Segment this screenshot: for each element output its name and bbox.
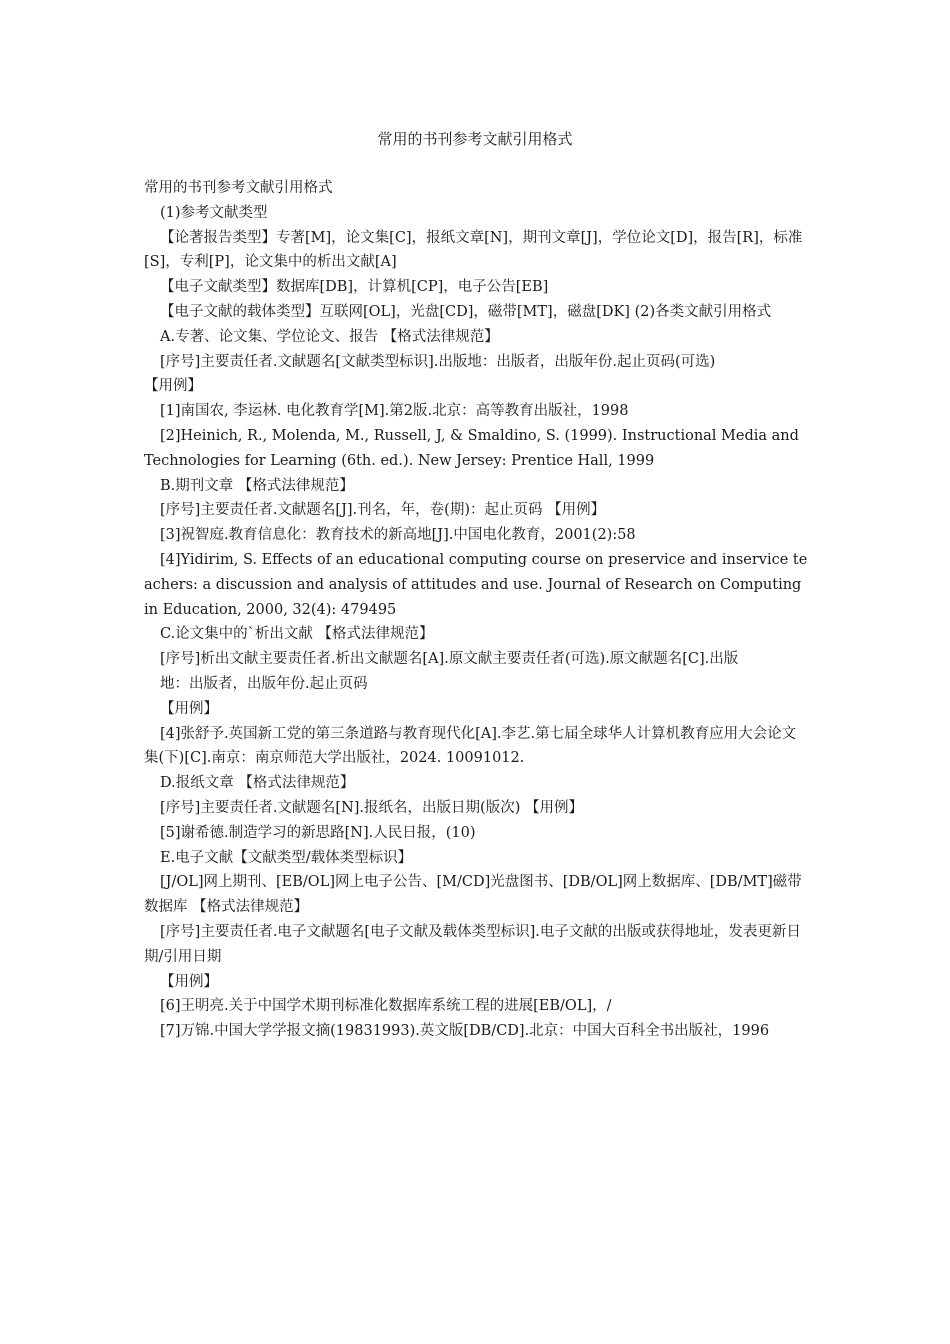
body-paragraph: 地：出版者，出版年份.起止页码 (160, 675, 368, 692)
body-paragraph: (1)参考文献类型 (160, 204, 268, 221)
body-paragraph: D.报纸文章 【格式法律规范】 (160, 775, 355, 792)
body-paragraph: 【用例】 (144, 378, 202, 395)
body-paragraph: [3]祝智庭.教育信息化：教育技术的新高地[J].中国电化教育，2001(2):58 (160, 527, 636, 544)
body-paragraph: [J/OL]网上期刊、[EB/OL]网上电子公告、[M/CD]光盘图书、[DB/OL]网上数据库、[DB/MT]磁带数据库 【格式法律规范】 (144, 874, 802, 916)
body-paragraph: B.期刊文章 【格式法律规范】 (160, 477, 354, 494)
body-paragraph: 【论著报告类型】专著[M]，论文集[C]，报纸文章[N]，期刊文章[J]，学位论文[D]，报告[R]，标准[S]，专利[P]，论文集中的析出文献[A] (144, 229, 803, 271)
body-paragraph: A.专著、论文集、学位论文、报告 【格式法律规范】 (160, 328, 499, 345)
body-paragraph: [4]张舒予.英国新工党的第三条道路与教育现代化[A].李艺.第七届全球华人计算机教育应用大会论文集(下)[C].南京：南京师范大学出版社，2024. 10091012. (144, 725, 797, 767)
body-paragraph: E.电子文献【文献类型/载体类型标识】 (160, 849, 413, 866)
body-paragraph: [序号]主要责任者.电子文献题名[电子文献及载体类型标识].电子文献的出版或获得地址，发表更新日期/引用日期 (144, 923, 801, 965)
body-paragraph: 【用例】 (160, 973, 218, 990)
body-paragraph: [2]Heinich, R., Molenda, M., Russell, J, & Smaldino, S. (1999). Instructional Media and Technologies for Learning (6th. ed.). New Jersey: Prentice Hall, 1999 (144, 427, 799, 469)
body-paragraph: 常用的书刊参考文献引用格式 (144, 180, 333, 196)
body-paragraph: [5]谢希德.制造学习的新思路[N].人民日报，(10) (160, 824, 476, 841)
body-paragraph: C.论文集中的`析出文献 【格式法律规范】 (160, 626, 434, 643)
body-paragraph: [6]王明亮.关于中国学术期刊标准化数据库系统工程的进展[EB/OL]，/ (160, 998, 612, 1015)
body-paragraph: [序号]析出文献主要责任者.析出文献题名[A].原文献主要责任者(可选).原文献题名[C].出版 (160, 651, 739, 668)
document-body (144, 176, 808, 1044)
body-paragraph: 【电子文献类型】数据库[DB]，计算机[CP]，电子公告[EB] (160, 279, 549, 296)
body-paragraph: [7]万锦.中国大学学报文摘(19831993).英文版[DB/CD].北京：中国大百科全书出版社，1996 (160, 1023, 770, 1040)
body-paragraph: [序号]主要责任者.文献题名[N].报纸名，出版日期(版次) 【用例】 (160, 799, 583, 816)
body-paragraph: [序号]主要责任者.文献题名[J].刊名，年，卷(期)：起止页码 【用例】 (160, 502, 606, 519)
body-paragraph: 【电子文献的载体类型】互联网[OL]，光盘[CD]，磁带[MT]，磁盘[DK] (2)各类文献引用格式 (160, 303, 772, 320)
body-paragraph: [4]Yidirim, S. Effects of an educational computing course on preservice and inservice teachers: a discussion and analysis of attitudes and use. Journal of Research on Computing in Education, 2000, 32(4): 479495 (144, 551, 808, 618)
body-paragraph: [序号]主要责任者.文献题名[文献类型标识].出版地：出版者，出版年份.起止页码(可选) (160, 353, 716, 370)
document-title: 常用的书刊参考文献引用格式 (377, 130, 573, 148)
body-paragraph: 【用例】 (160, 700, 218, 717)
body-paragraph: [1]南国农, 李运林. 电化教育学[M].第2版.北京：高等教育出版社，1998 (160, 403, 629, 420)
